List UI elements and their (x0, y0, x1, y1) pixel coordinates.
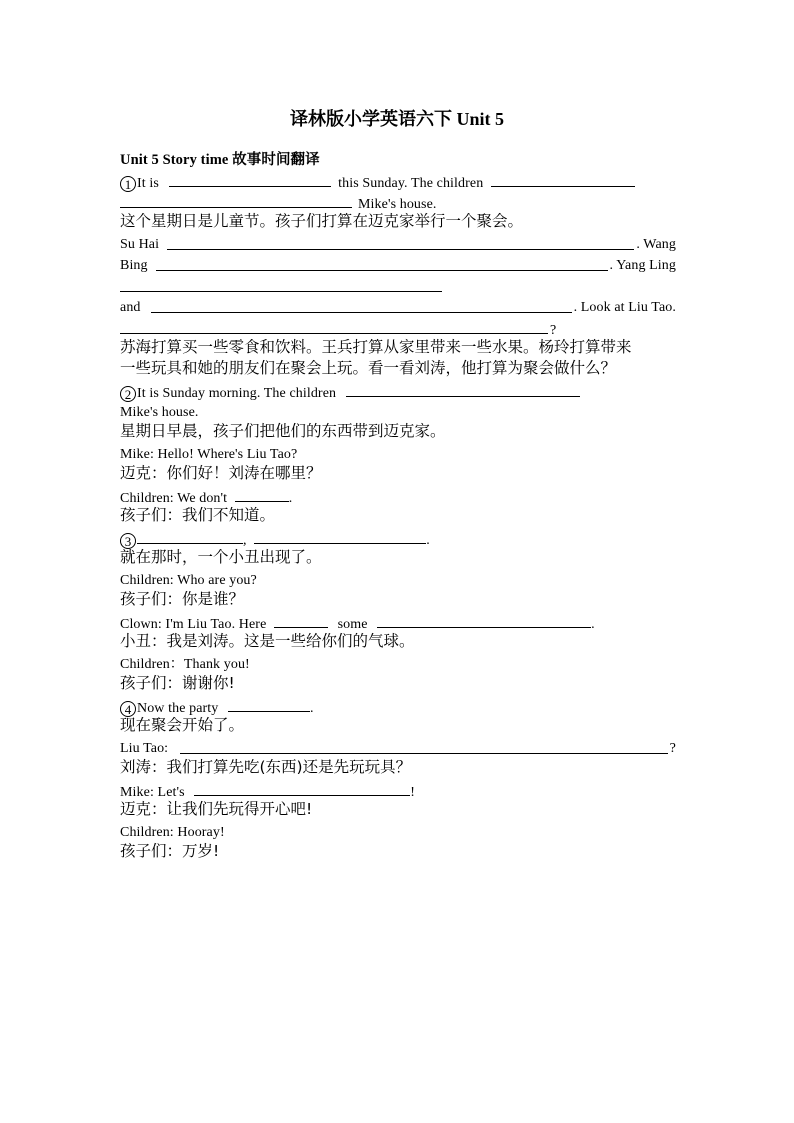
circled-number-4: 4 (120, 701, 136, 717)
paragraph-1-line-2 (120, 196, 676, 212)
blank-yang-ling[interactable] (120, 280, 442, 292)
p2-text-b: . Wang (636, 237, 676, 252)
paragraph-2-translation-2: 一些玩具和她的朋友们在聚会上玩。看一看刘涛，他打算为聚会做什么？ (120, 359, 617, 377)
dialogue-liu-tao (120, 742, 676, 756)
paragraph-4-line-1 (120, 532, 676, 549)
p5-end: . (310, 701, 314, 716)
p2-text-g: ? (550, 323, 557, 338)
circled-number-2: 2 (120, 386, 136, 402)
d4-text-b: some (337, 617, 368, 632)
paragraph-1-line-1 (120, 175, 676, 192)
p4-end: . (426, 533, 430, 548)
dialogue-children-3: Children：Thank you! (120, 657, 250, 672)
dialogue-children-3-translation: 孩子们：谢谢你! (120, 674, 235, 692)
p2-text-a: Su Hai (120, 237, 160, 252)
d4-end: . (591, 617, 595, 632)
paragraph-2-line-5 (120, 322, 676, 338)
paragraph-3-line-2: Mike's house. (120, 405, 199, 420)
blank-party-begins[interactable] (228, 700, 310, 712)
section-heading: Unit 5 Story time 故事时间翻译 (120, 152, 320, 168)
p2-text-c: Bing (120, 258, 148, 273)
paragraph-2-line-2 (120, 259, 676, 273)
d7-end: ! (410, 785, 416, 800)
p2-text-f: . Look at Liu Tao. (573, 300, 676, 315)
dialogue-mike-1: Mike: Hello! Where's Liu Tao? (120, 447, 298, 462)
p1-text-c: Mike's house. (358, 197, 437, 212)
d4-text-a: Clown: I'm Liu Tao. Here (120, 617, 267, 632)
blank-bring-things[interactable] (346, 385, 580, 397)
page-title: 译林版小学英语六下 Unit 5 (289, 109, 504, 129)
dialogue-liu-tao-translation: 刘涛：我们打算先吃(东西)还是先玩玩具？ (120, 758, 412, 776)
blank-just-then[interactable] (137, 532, 243, 544)
p5-text: Now the party (137, 701, 219, 716)
dialogue-mike-1-translation: 迈克：你们好！刘涛在哪里？ (120, 464, 322, 482)
blank-p2-and[interactable] (151, 301, 572, 313)
p3-text-a: It is Sunday morning. The children (137, 386, 337, 401)
circled-number-3: 3 (120, 533, 136, 549)
paragraph-2-line-4 (120, 301, 676, 315)
d2-text: Children: We don't (120, 491, 228, 506)
paragraph-4-translation: 就在那时，一个小丑出现了。 (120, 548, 322, 566)
circled-number-1: 1 (120, 176, 136, 192)
blank-su-hai[interactable] (167, 238, 634, 250)
paragraph-3-translation: 星期日早晨，孩子们把他们的东西带到迈克家。 (120, 422, 446, 440)
d6-end: ? (669, 741, 676, 756)
blank-here-are[interactable] (274, 616, 328, 628)
d6-text: Liu Tao: (120, 741, 169, 756)
paragraph-5-line-1 (120, 700, 676, 717)
paragraph-2-translation-1: 苏海打算买一些零食和饮料。王兵打算从家里带来一些水果。杨玲打算带来 (120, 338, 632, 356)
p1-text-b: this Sunday. The children (338, 176, 484, 191)
blank-wang-bing[interactable] (156, 259, 608, 271)
blank-liu-tao-question[interactable] (120, 322, 548, 334)
dialogue-mike-2-translation: 迈克：让我们先玩得开心吧! (120, 800, 313, 818)
p2-text-d: . Yang Ling (609, 258, 676, 273)
p1-text-a: It is (137, 176, 159, 191)
paragraph-1-translation: 这个星期日是儿童节。孩子们打算在迈克家举行一个聚会。 (120, 212, 524, 230)
dialogue-children-2-translation: 孩子们：你是谁？ (120, 590, 245, 608)
blank-dont-know[interactable] (235, 490, 289, 502)
blank-p1-b[interactable] (120, 196, 352, 208)
dialogue-clown (120, 616, 676, 632)
blank-festival[interactable] (169, 175, 331, 187)
dialogue-children-1-translation: 孩子们：我们不知道。 (120, 506, 276, 524)
dialogue-children-2: Children: Who are you? (120, 573, 257, 588)
paragraph-3-line-1 (120, 385, 676, 402)
blank-balloons[interactable] (377, 616, 591, 628)
blank-eat-or-play[interactable] (180, 742, 668, 754)
paragraph-2-line-1 (120, 238, 676, 252)
dialogue-children-4-translation: 孩子们：万岁! (120, 842, 220, 860)
d7-text: Mike: Let's (120, 785, 185, 800)
p4-comma: , (243, 533, 247, 548)
d2-end: . (288, 491, 293, 506)
dialogue-children-1 (120, 490, 676, 506)
blank-have-fun[interactable] (194, 784, 410, 796)
blank-p1-a[interactable] (491, 175, 635, 187)
paragraph-2-line-3 (120, 280, 676, 296)
paragraph-5-translation: 现在聚会开始了。 (120, 716, 245, 734)
blank-clown-appears[interactable] (254, 532, 426, 544)
dialogue-children-4: Children: Hooray! (120, 825, 225, 840)
dialogue-clown-translation: 小丑：我是刘涛。这是一些给你们的气球。 (120, 632, 415, 650)
dialogue-mike-2 (120, 784, 676, 800)
p2-text-e: and (120, 300, 141, 315)
